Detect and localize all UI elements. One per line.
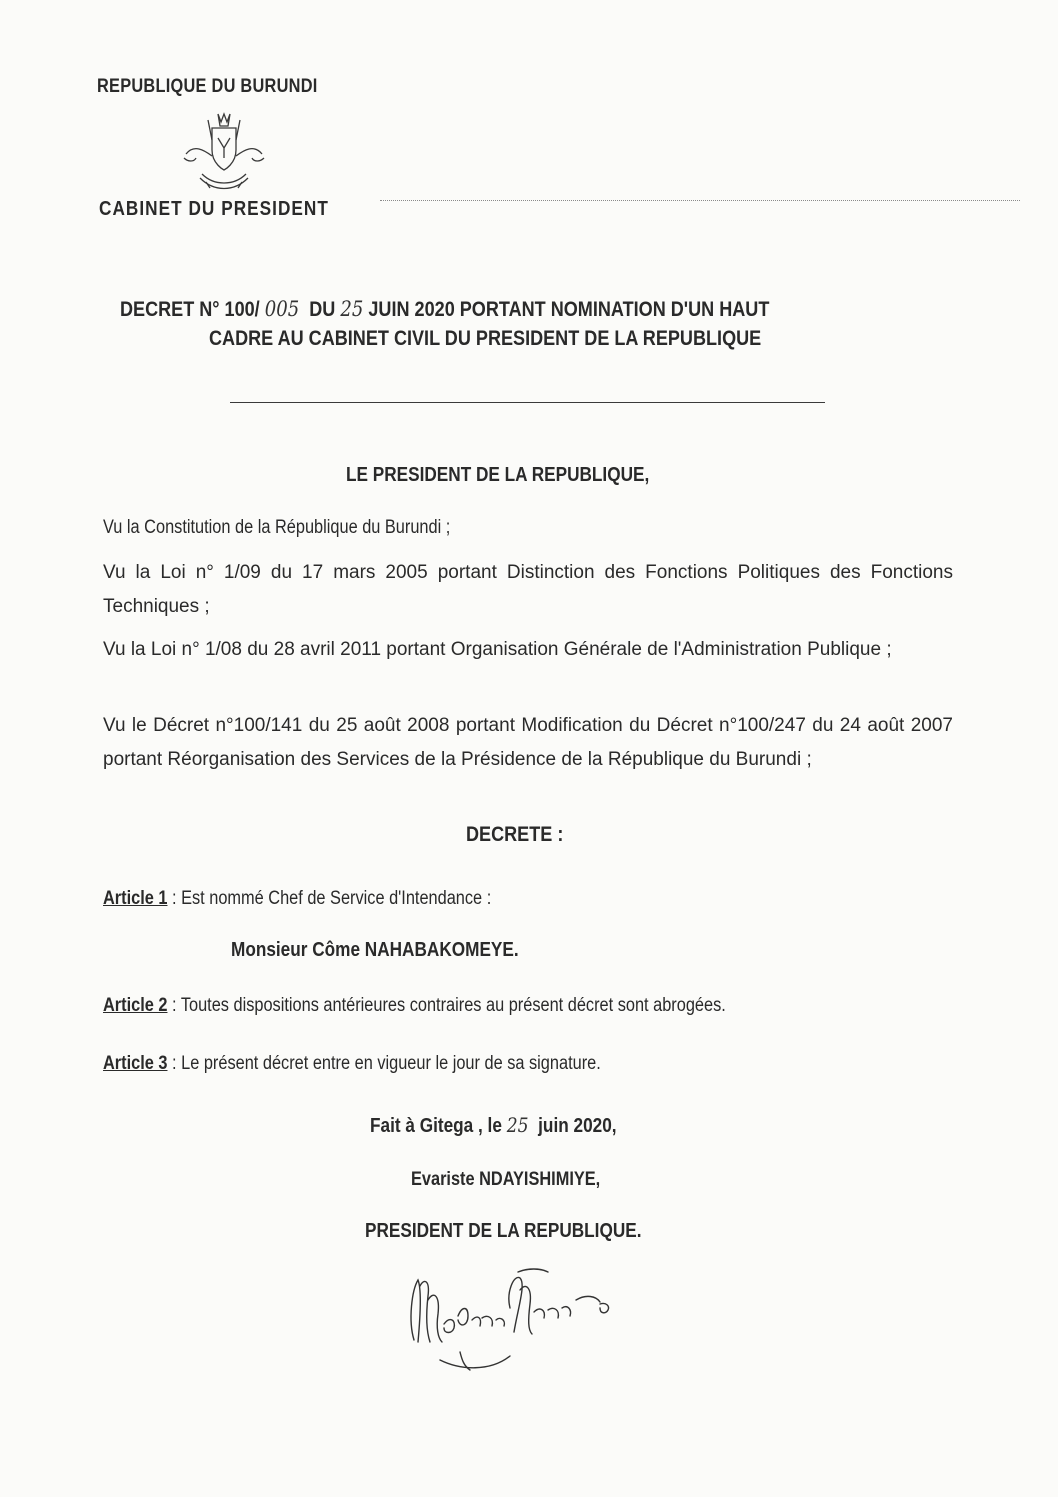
- signer-title: PRESIDENT DE LA REPUBLIQUE.: [365, 1220, 642, 1242]
- article-label: Article 2: [103, 995, 168, 1016]
- header-divider: [380, 200, 1020, 201]
- title-divider: [230, 402, 825, 403]
- decree-title-line1: DECRET N° 100/ 005 DU 25 JUIN 2020 PORTANT NOMINATION D'UN HAUT: [120, 297, 770, 321]
- decree-title-line2: CADRE AU CABINET CIVIL DU PRESIDENT DE LA REPUBLIQUE: [209, 327, 762, 350]
- article-label: Article 1: [103, 888, 168, 909]
- republic-header: REPUBLIQUE DU BURUNDI: [97, 76, 318, 97]
- consideration-3: Vu la Loi n° 1/08 du 28 avril 2011 portant Organisation Générale de l'Administration Publique ;: [103, 639, 892, 660]
- cabinet-header: CABINET DU PRESIDENT: [99, 198, 329, 220]
- article-3: Article 3 : Le présent décret entre en vigueur le jour de sa signature.: [103, 1053, 601, 1074]
- consideration-1: Vu la Constitution de la République du Burundi ;: [103, 517, 451, 538]
- signing-day-handwritten: 25: [506, 1113, 529, 1137]
- signer-name: Evariste NDAYISHIMIYE,: [411, 1169, 601, 1190]
- president-heading: LE PRESIDENT DE LA REPUBLIQUE,: [346, 464, 650, 486]
- article-label: Article 3: [103, 1053, 168, 1074]
- decree-day-handwritten: 25: [340, 297, 364, 321]
- place-and-date: Fait à Gitega , le 25 juin 2020,: [370, 1113, 617, 1137]
- article-1: Article 1 : Est nommé Chef de Service d'Intendance :: [103, 888, 492, 909]
- article-2: Article 2 : Toutes dispositions antérieures contraires au présent décret sont abrogées.: [103, 995, 726, 1016]
- nominee-name: Monsieur Côme NAHABAKOMEYE.: [231, 939, 519, 961]
- consideration-2: Vu la Loi n° 1/09 du 17 mars 2005 portant Distinction des Fonctions Politiques des Fonctions Techniques ;: [103, 562, 953, 617]
- consideration-4: Vu le Décret n°100/141 du 25 août 2008 portant Modification du Décret n°100/247 du 24 août 2007 portant Réorganisation des Services de la Présidence de la République du Burundi ;: [103, 715, 953, 770]
- decree-number-handwritten: 005: [264, 297, 300, 321]
- decrete-heading: DECRETE :: [466, 823, 564, 846]
- burundi-coat-of-arms-icon: [178, 112, 270, 197]
- handwritten-signature-icon: [400, 1260, 650, 1380]
